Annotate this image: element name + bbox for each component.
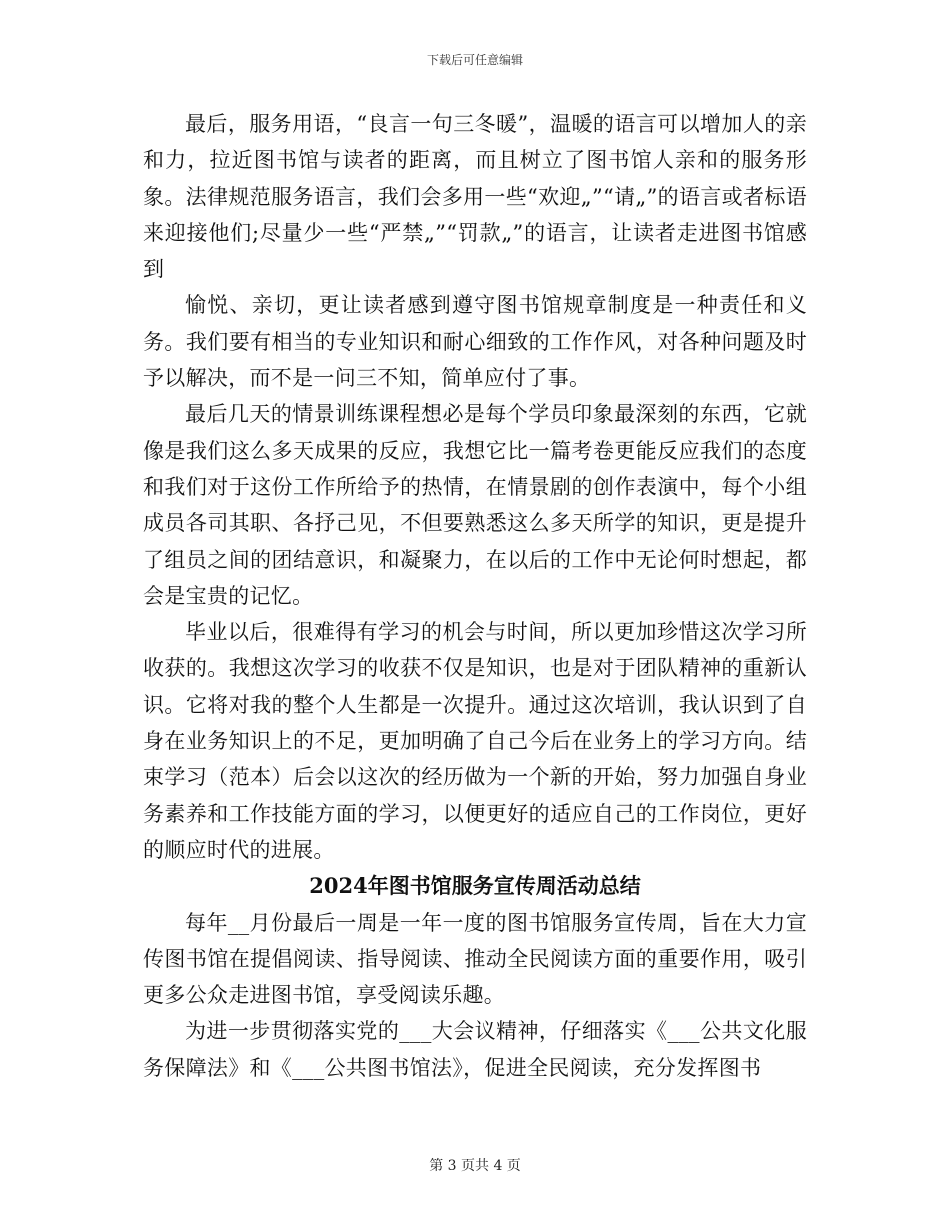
paragraph-publicity-week: 每年__月份最后一周是一年一度的图书馆服务宣传周，旨在大力宣传图书馆在提倡阅读、指导阅读、推动全民阅读方面的重要作用，吸引更多公众走进图书馆，享受阅读乐趣。 — [143, 910, 807, 1008]
document-body — [143, 106, 807, 1086]
paragraph-service-language: 最后，服务用语，“良言一句三冬暖”，温暖的语言可以增加人的亲和力，拉近图书馆与读者的距离，而且树立了图书馆人亲和的服务形象。法律规范服务语言，我们会多用一些“欢迎„”“请„”的语言或者标语来迎接他们;尽量少一些“严禁„”“罚款„”的语言，让读者走进图书馆感到 — [143, 112, 807, 282]
section-title: 2024年图书馆服务宣传周活动总结 — [309, 873, 641, 899]
paragraph-implementation: 为进一步贯彻落实党的___大会议精神，仔细落实《___公共文化服务保障法》和《___公共图书馆法》，促进全民阅读，充分发挥图书 — [143, 1019, 807, 1080]
paragraph-reader-feeling: 愉悦、亲切，更让读者感到遵守图书馆规章制度是一种责任和义务。我们要有相当的专业知识和耐心细致的工作作风，对各种问题及时予以解决，而不是一问三不知，简单应付了事。 — [143, 293, 807, 391]
paragraph-learning-gains: 毕业以后，很难得有学习的机会与时间，所以更加珍惜这次学习所收获的。我想这次学习的收获不仅是知识，也是对于团队精神的重新认识。它将对我的整个人生都是一次提升。通过这次培训，我认识到了自身在业务知识上的不足，更加明确了自己今后在业务上的学习方向。结束学习（范本）后会以这次的经历做为一个新的开始，努力加强自身业务素养和工作技能方面的学习，以便更好的适应自己的工作岗位，更好的顺应时代的进展。 — [143, 620, 807, 862]
paragraph-scenario-training: 最后几天的情景训练课程想必是每个学员印象最深刻的东西，它就像是我们这么多天成果的反应，我想它比一篇考卷更能反应我们的态度和我们对于这份工作所给予的热情，在情景剧的创作表演中，每个小组成员各司其职、各抒己见，不但要熟悉这么多天所学的知识，更是提升了组员之间的团结意识，和凝聚力，在以后的工作中无论何时想起，都会是宝贵的记忆。 — [143, 402, 807, 608]
page-number: 第 3 页共 4 页 — [429, 1158, 521, 1174]
page-header: 下载后可任意编辑 — [426, 53, 523, 67]
